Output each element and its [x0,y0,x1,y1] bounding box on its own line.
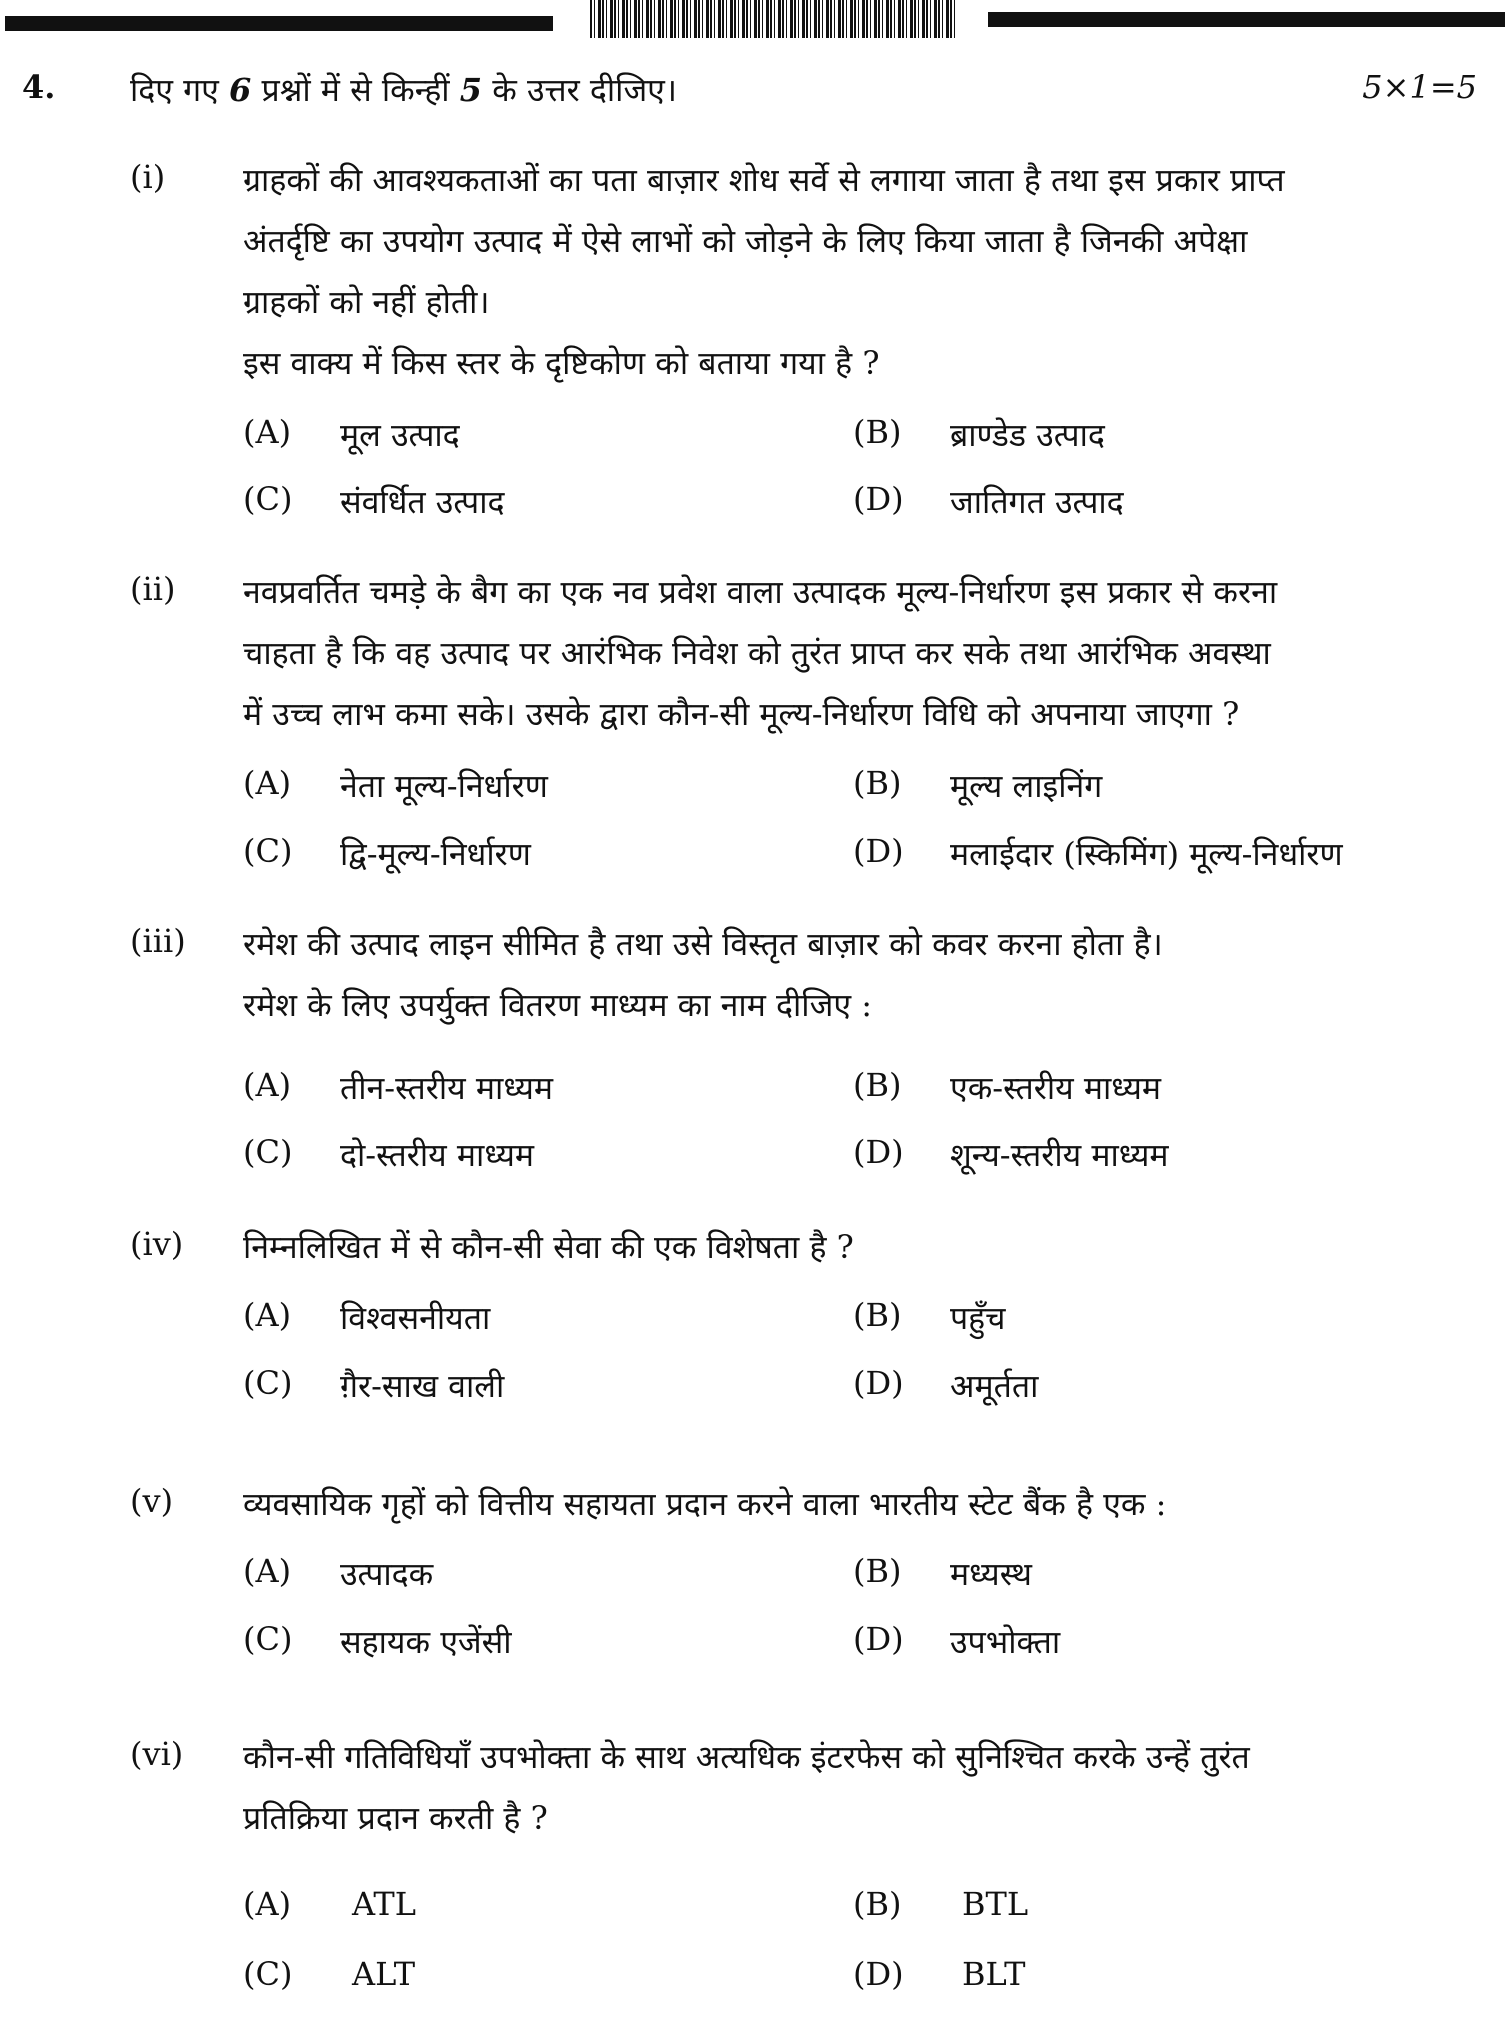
option-text: ग़ैर-साख वाली [340,1367,505,1405]
option-text: सहायक एजेंसी [340,1623,512,1661]
question-text-line: नवप्रवर्तित चमड़े के बैग का एक नव प्रवेश वाला उत्पादक मूल्य-निर्धारण इस प्रकार से करना [243,573,1278,611]
instruction-text: दिए गए [130,71,230,109]
option-text: एक-स्तरीय माध्यम [950,1069,1162,1107]
option-text: शून्य-स्तरीय माध्यम [950,1136,1169,1174]
question-text-line: ग्राहकों को नहीं होती। [243,283,490,321]
question-text-line: में उच्च लाभ कमा सके। उसके द्वारा कौन-सी मूल्य-निर्धारण विधि को अपनाया जाएगा ? [243,695,1240,733]
option-text: अमूर्तता [950,1367,1039,1405]
option-label: (D) [853,1364,904,1402]
option-text: ALT [352,1955,416,1993]
question-text-line: ग्राहकों की आवश्यकताओं का पता बाज़ार शोध सर्वे से लगाया जाता है तथा इस प्रकार प्राप्त [243,161,1285,199]
option-label: (A) [243,1066,292,1104]
option-text: उपभोक्ता [950,1623,1061,1661]
question-text-line: निम्नलिखित में से कौन-सी सेवा की एक विशेषता है ? [243,1228,854,1266]
option-text: तीन-स्तरीय माध्यम [340,1069,554,1107]
question-label: (iv) [130,1225,184,1263]
option-label: (C) [243,1364,293,1402]
option-text: द्वि-मूल्य-निर्धारण [340,835,531,873]
option-label: (A) [243,413,292,451]
option-text: उत्पादक [340,1555,434,1593]
option-label: (B) [853,1066,902,1104]
question-label: (vi) [130,1735,184,1773]
question-label: (iii) [130,922,186,960]
question-label: (v) [130,1482,174,1520]
top-rule-left [5,16,553,31]
question-text-line: रमेश की उत्पाद लाइन सीमित है तथा उसे विस्तृत बाज़ार को कवर करना होता है। [243,925,1163,963]
option-label: (A) [243,1552,292,1590]
option-label: (B) [853,764,902,802]
instruction-text: के उत्तर दीजिए। [482,71,678,109]
option-label: (A) [243,1296,292,1334]
question-text-line: कौन-सी गतिविधियाँ उपभोक्ता के साथ अत्यधिक इंटरफेस को सुनिश्चित करके उन्हें तुरंत [243,1738,1250,1776]
option-label: (C) [243,1955,293,1993]
option-text: नेता मूल्य-निर्धारण [340,767,548,805]
instruction-count-required: 5 [459,71,483,109]
option-label: (D) [853,1955,904,1993]
question-instruction [130,68,677,111]
option-text: जातिगत उत्पाद [950,483,1124,521]
question-text-line: चाहता है कि वह उत्पाद पर आरंभिक निवेश को तुरंत प्राप्त कर सके तथा आरंभिक अवस्था [243,634,1271,672]
option-label: (D) [853,1133,904,1171]
option-label: (C) [243,832,293,870]
top-rule-right [988,12,1505,27]
question-number: 4. [22,68,56,106]
question-text-line: अंतर्दृष्टि का उपयोग उत्पाद में ऐसे लाभों को जोड़ने के लिए किया जाता है जिनकी अपेक्षा [243,222,1248,260]
option-text: दो-स्तरीय माध्यम [340,1136,535,1174]
option-text: BLT [962,1955,1026,1993]
option-text: पहुँच [950,1299,1006,1337]
instruction-text: प्रश्नों में से किन्हीं [251,71,460,109]
option-text: मूल उत्पाद [340,416,460,454]
option-label: (D) [853,480,904,518]
option-label: (D) [853,832,904,870]
barcode [590,0,955,38]
option-label: (D) [853,1620,904,1658]
option-label: (C) [243,480,293,518]
option-label: (C) [243,1620,293,1658]
instruction-count-total: 6 [229,71,252,109]
option-label: (B) [853,1885,902,1923]
option-text: संवर्धित उत्पाद [340,483,505,521]
question-text-line: प्रतिक्रिया प्रदान करती है ? [243,1799,548,1837]
question-label: (i) [130,158,166,196]
question-text-line: इस वाक्य में किस स्तर के दृष्टिकोण को बताया गया है ? [243,344,880,382]
question-text-line: रमेश के लिए उपर्युक्त वितरण माध्यम का नाम दीजिए : [243,986,872,1024]
option-label: (A) [243,764,292,802]
question-label: (ii) [130,570,176,608]
marks: 5×1=5 [1362,68,1477,106]
option-label: (B) [853,1552,902,1590]
option-text: BTL [962,1885,1029,1923]
option-text: विश्वसनीयता [340,1299,491,1337]
option-label: (B) [853,1296,902,1334]
option-text: ATL [352,1885,416,1923]
option-text: मध्यस्थ [950,1555,1032,1593]
option-label: (A) [243,1885,292,1923]
option-text: ब्राण्डेड उत्पाद [950,416,1105,454]
option-label: (B) [853,413,902,451]
option-label: (C) [243,1133,293,1171]
question-text-line: व्यवसायिक गृहों को वित्तीय सहायता प्रदान करने वाला भारतीय स्टेट बैंक है एक : [243,1485,1167,1523]
option-text: मूल्य लाइनिंग [950,767,1103,805]
option-text: मलाईदार (स्किमिंग) मूल्य-निर्धारण [950,835,1343,873]
